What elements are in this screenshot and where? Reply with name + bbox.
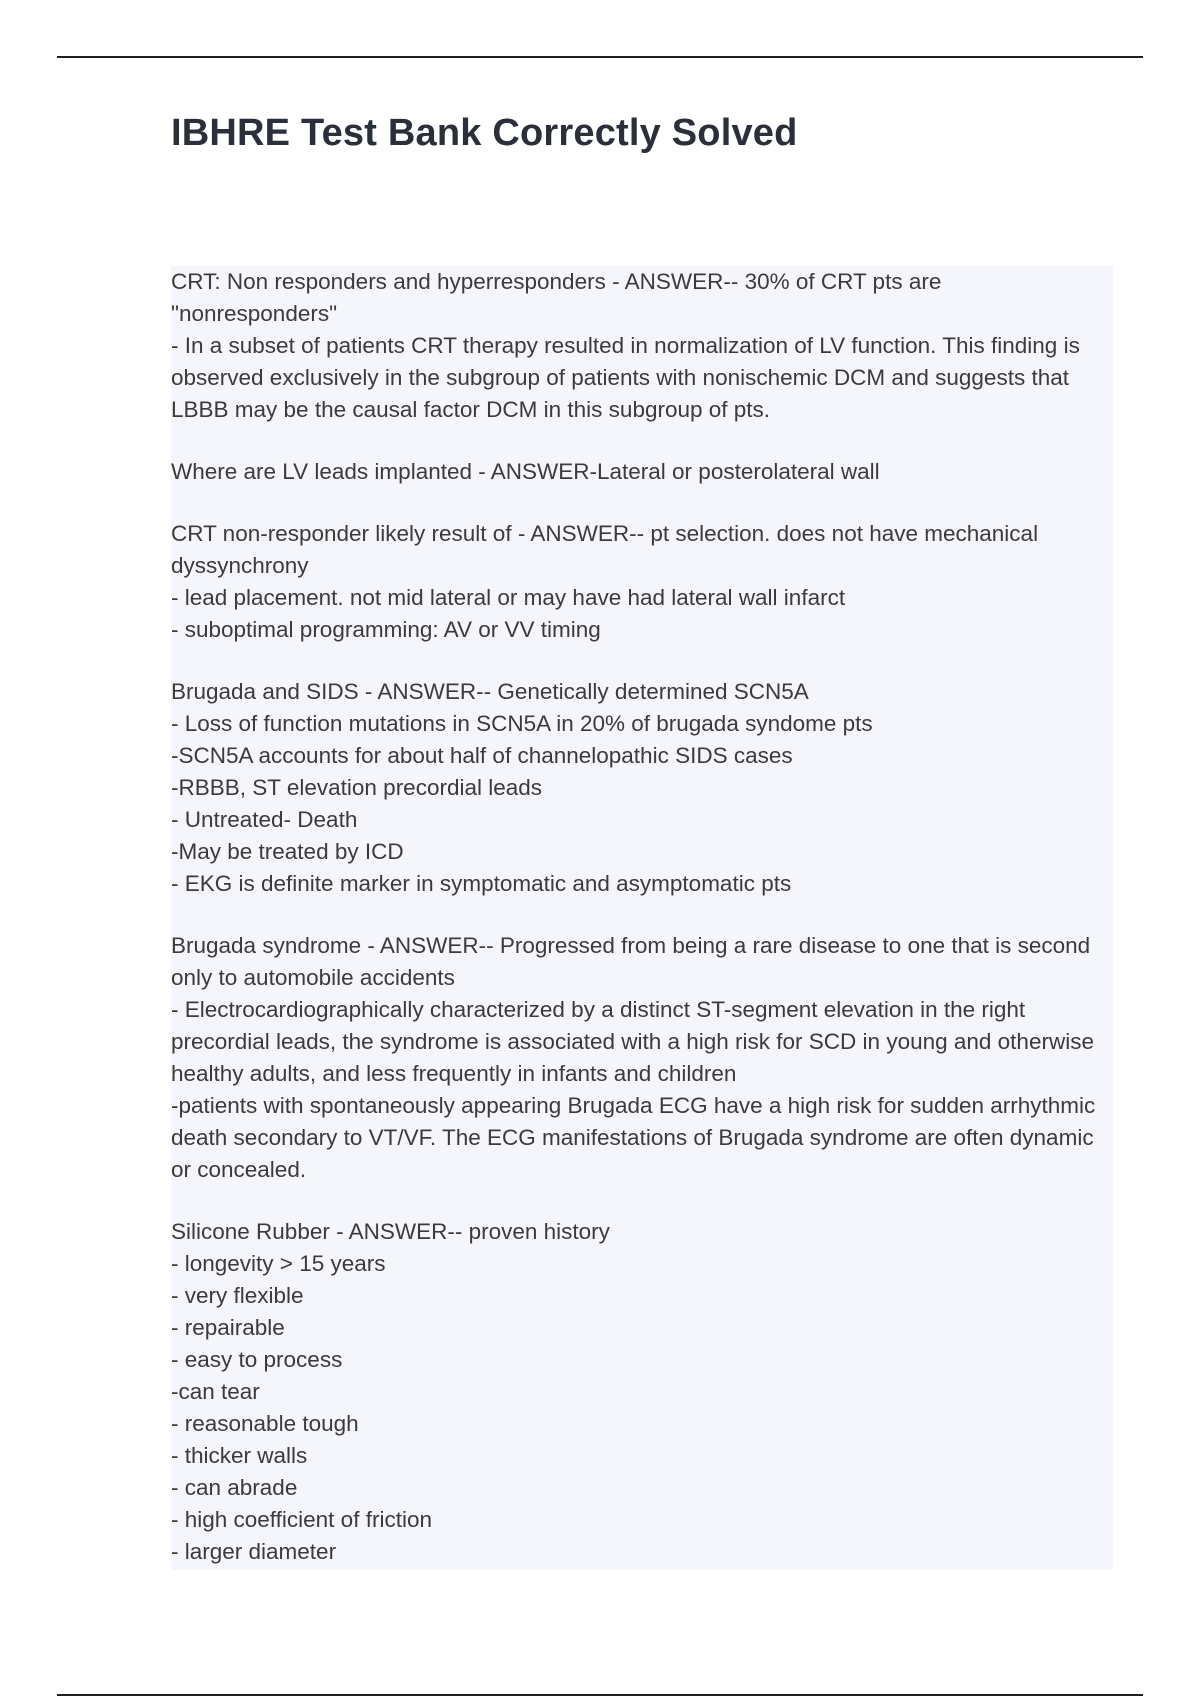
- qa-entry-lv-leads: [171, 456, 1113, 488]
- qa-line: -patients with spontaneously appearing Brugada ECG have a high risk for sudden arrhythmic death secondary to VT/VF. The ECG manifestations of Brugada syndrome are often dynamic or concealed.: [171, 1093, 1096, 1182]
- qa-line: -RBBB, ST elevation precordial leads: [171, 775, 543, 800]
- qa-line: Brugada and SIDS - ANSWER-- Genetically determined SCN5A: [171, 679, 809, 704]
- qa-line: - Untreated- Death: [171, 807, 358, 832]
- qa-line: -SCN5A accounts for about half of channelopathic SIDS cases: [171, 743, 793, 768]
- qa-line: - Loss of function mutations in SCN5A in 20% of brugada syndome pts: [171, 711, 873, 736]
- qa-line: - longevity > 15 years: [171, 1251, 386, 1276]
- qa-line: - In a subset of patients CRT therapy resulted in normalization of LV function. This finding is observed exclusively in the subgroup of patients with nonischemic DCM and suggests that LBBB may be the causal factor DCM in this subgroup of pts.: [171, 333, 1080, 422]
- qa-line: - EKG is definite marker in symptomatic and asymptomatic pts: [171, 871, 792, 896]
- qa-line: -May be treated by ICD: [171, 839, 404, 864]
- qa-entry-crt-non-responder: [171, 518, 1113, 646]
- qa-content: [171, 266, 1113, 1570]
- qa-line: - repairable: [171, 1315, 285, 1340]
- qa-line: - lead placement. not mid lateral or may have had lateral wall infarct: [171, 585, 846, 610]
- qa-line: - high coefficient of friction: [171, 1507, 432, 1532]
- qa-line: - suboptimal programming: AV or VV timing: [171, 617, 601, 642]
- qa-entry-brugada-syndrome: [171, 930, 1113, 1186]
- qa-line: CRT: Non responders and hyperresponders - ANSWER-- 30% of CRT pts are "nonresponders": [171, 269, 942, 326]
- qa-entry-silicone-rubber: [171, 1216, 1113, 1568]
- qa-line: - reasonable tough: [171, 1411, 359, 1436]
- bottom-divider: [57, 1694, 1143, 1696]
- qa-line: Brugada syndrome - ANSWER-- Progressed from being a rare disease to one that is second only to automobile accidents: [171, 933, 1091, 990]
- top-divider: [57, 56, 1143, 58]
- qa-line: CRT non-responder likely result of - ANSWER-- pt selection. does not have mechanical dyssynchrony: [171, 521, 1039, 578]
- qa-entry-crt-nonresponders: [171, 266, 1113, 426]
- qa-line: - thicker walls: [171, 1443, 308, 1468]
- qa-line: - larger diameter: [171, 1539, 337, 1564]
- qa-line: -can tear: [171, 1379, 260, 1404]
- qa-line: Silicone Rubber - ANSWER-- proven history: [171, 1219, 610, 1244]
- qa-entry-brugada-sids: [171, 676, 1113, 900]
- document-title: IBHRE Test Bank Correctly Solved: [171, 112, 798, 154]
- qa-line: - can abrade: [171, 1475, 298, 1500]
- qa-line: - Electrocardiographically characterized by a distinct ST-segment elevation in the right precordial leads, the syndrome is associated with a high risk for SCD in young and otherwise healthy adults, and less frequently in infants and children: [171, 997, 1094, 1086]
- qa-line: - easy to process: [171, 1347, 343, 1372]
- qa-line: - very flexible: [171, 1283, 304, 1308]
- qa-line: Where are LV leads implanted - ANSWER-Lateral or posterolateral wall: [171, 459, 880, 484]
